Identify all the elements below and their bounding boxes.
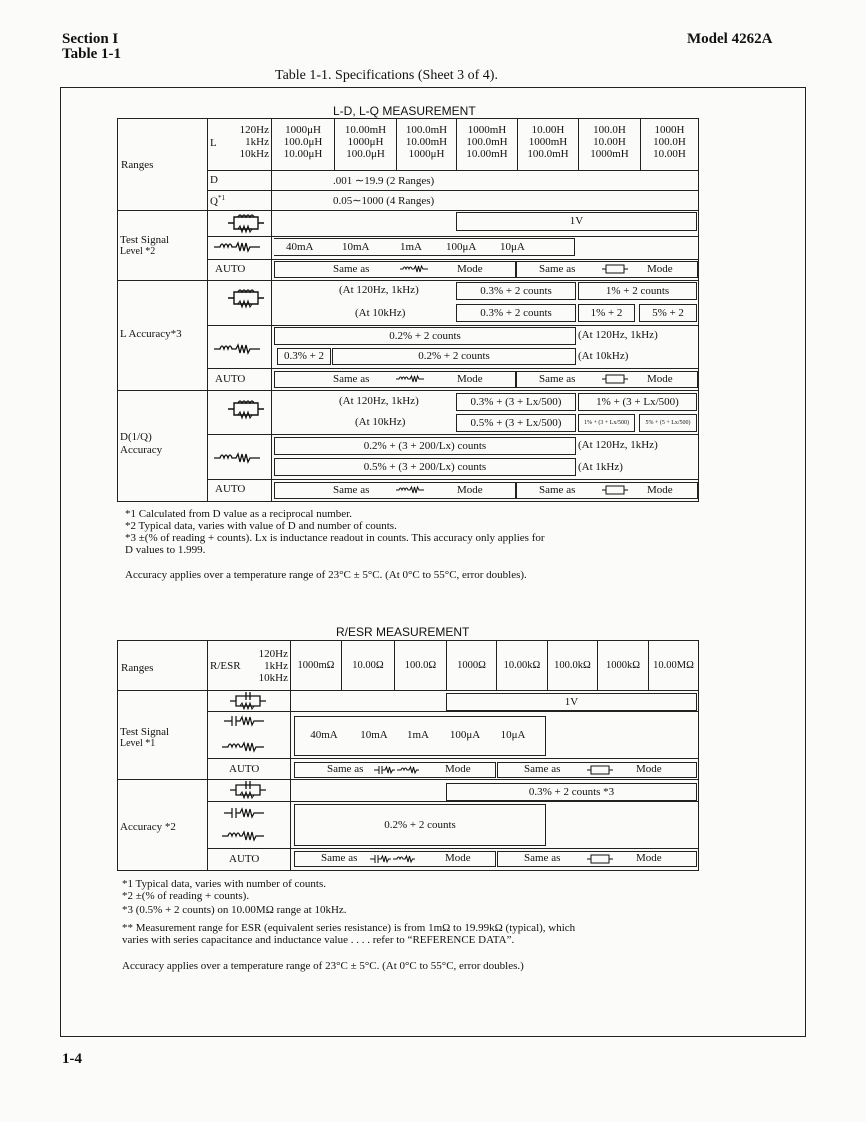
ld-range-cell: 100.0mH	[405, 124, 448, 136]
series-lr-icon	[212, 450, 264, 464]
r-signal-current-box	[294, 716, 546, 756]
r-range-cell: 1000Ω	[457, 660, 486, 671]
ld-range-cell: 10.00H	[653, 148, 686, 160]
ld-range-cell: 1000mH	[590, 148, 629, 160]
ld-range-cell: 100.0μH	[346, 148, 385, 160]
series-lr-icon	[220, 739, 266, 753]
parallel-lr-icon	[601, 372, 629, 386]
r-same-as-text: Same as	[327, 763, 364, 775]
page-number: 1-4	[62, 1051, 82, 1067]
ld-auto-2: AUTO	[215, 373, 246, 385]
parallel-lr-icon	[226, 398, 266, 420]
r-range-cell: 100.0Ω	[404, 660, 437, 671]
parallel-lr-icon	[601, 483, 629, 497]
dq-label-1: D(1/Q)	[120, 431, 152, 443]
r-test-signal-label: Test Signal	[120, 726, 170, 738]
dq-acc-e: 5% + (5 + Lx/500)	[639, 414, 697, 432]
ld-same-as-text: Same as	[539, 263, 576, 275]
ld-signal-current: 10μA	[500, 241, 525, 253]
r-note-5: varies with series capacitance and inductance value . . . . refer to “REFERENCE DATA”.	[122, 934, 515, 946]
l-acc-1-2: 1% + 2 counts	[578, 282, 697, 300]
ld-range-cell: 10.00H	[531, 124, 565, 136]
ld-l-letter: L	[210, 137, 217, 149]
ld-auto-same-as-right	[516, 261, 698, 278]
r-signal-current: 1mA	[407, 729, 429, 741]
parallel-rc-icon	[228, 692, 268, 710]
ld-signal-current-box	[274, 238, 575, 256]
ld-note-4: D values to 1.999.	[125, 544, 206, 556]
r-esr-label: R/ESR	[210, 660, 241, 672]
ld-note-1: *1 Calculated from D value as a reciprocal number.	[125, 508, 352, 520]
l-acc-1-2s: 1% + 2	[578, 304, 635, 322]
dq-at-1k: (At 1kHz)	[578, 461, 623, 473]
ld-range-cell: 1000μH	[347, 136, 384, 148]
dq-at-120-1k-hdr: (At 120Hz, 1kHz)	[339, 395, 419, 407]
l-acc-02-2-10k: 0.2% + 2 counts	[332, 348, 576, 365]
l-acc-at-120-1k: (At 120Hz, 1kHz)	[578, 329, 658, 341]
ld-same-as-text: Same as	[333, 263, 370, 275]
series-lr-icon	[220, 828, 266, 842]
ld-freq-10k: 10kHz	[239, 148, 269, 160]
ld-range-cell: 1000H	[654, 124, 685, 136]
ld-q-label	[210, 194, 225, 208]
r-auto-same-as-right	[497, 762, 697, 778]
ld-mode-text: Mode	[457, 373, 483, 385]
l-acc-at-120-1k-hdr: (At 120Hz, 1kHz)	[339, 284, 419, 296]
ld-range-cell: 100.0μH	[283, 136, 323, 148]
ld-range-cell: 100.0H	[593, 124, 626, 136]
r-auto-same-as-left	[294, 762, 496, 778]
series-rc-lr-icon	[373, 764, 437, 776]
model-label: Model 4262A	[687, 31, 773, 47]
r-freq-1k: 1kHz	[264, 660, 288, 672]
r-temp-note: Accuracy applies over a temperature range of 23°C ± 5°C. (At 0°C to 55°C, error doubles.)	[122, 960, 524, 972]
l-auto-same-as-right	[516, 371, 698, 388]
ld-auto-1: AUTO	[215, 263, 246, 275]
l-acc-at-10k: (At 10kHz)	[578, 350, 629, 362]
series-lr-icon	[212, 341, 264, 355]
ld-auto-same-as-left	[274, 261, 516, 278]
ld-same-as-text: Same as	[333, 484, 370, 496]
dq-acc-g: 0.5% + (3 + 200/Lx) counts	[274, 458, 576, 476]
l-acc-at-10k-hdr: (At 10kHz)	[355, 307, 406, 319]
section-label: Section I	[62, 31, 119, 47]
ld-range-cell: 1000mH	[528, 136, 568, 148]
ld-signal-1v: 1V	[456, 212, 697, 231]
ld-d-label: D	[210, 174, 218, 186]
table-ref: Table 1-1	[62, 46, 122, 62]
r-acc-03: 0.3% + 2 counts *3	[446, 783, 697, 801]
ld-q-range: 0.05∼1000 (4 Ranges)	[333, 195, 435, 207]
ld-mode-text: Mode	[457, 263, 483, 275]
parallel-lr-icon	[226, 212, 266, 234]
ld-temp-note: Accuracy applies over a temperature range of 23°C ± 5°C. (At 0°C to 55°C, error doubles).	[125, 569, 527, 581]
r-signal-current: 40mA	[310, 729, 338, 741]
series-rc-icon	[222, 806, 266, 820]
r-ranges-label: Ranges	[121, 662, 154, 674]
ld-test-signal-label: Test Signal	[120, 234, 170, 246]
dq-label-2: Accuracy	[120, 444, 163, 456]
ld-range-cell: 100.0mH	[527, 148, 569, 160]
ld-range-cell: 1000μH	[285, 124, 321, 136]
ld-signal-current: 1mA	[400, 241, 422, 253]
r-section-title: R/ESR MEASUREMENT	[336, 625, 470, 639]
r-note-3: *3 (0.5% + 2 counts) on 10.00MΩ range at 10kHz.	[122, 904, 347, 916]
ld-signal-current: 100μA	[446, 241, 477, 253]
l-acc-03-2s-10k: 0.3% + 2	[277, 348, 331, 365]
ld-ranges-label: Ranges	[121, 159, 154, 171]
l-acc-03-2-10k: 0.3% + 2 counts	[456, 304, 576, 322]
ld-range-cell: 10.00μH	[283, 148, 323, 160]
parallel-lr-icon	[226, 287, 266, 309]
dq-auto-same-as-right	[516, 482, 698, 499]
r-note-4: ** Measurement range for ESR (equivalent series resistance) is from 1mΩ to 19.99kΩ (typical), which	[122, 922, 576, 934]
ld-freq-1k: 1kHz	[245, 136, 269, 148]
series-lr-icon	[212, 239, 264, 253]
series-rc-icon	[222, 714, 266, 728]
ld-mode-text: Mode	[647, 484, 673, 496]
r-mode-text: Mode	[636, 763, 662, 775]
ld-signal-current: 40mA	[286, 241, 314, 253]
r-mode-text: Mode	[445, 763, 471, 775]
ld-mode-text: Mode	[647, 263, 673, 275]
ld-range-cell: 10.00H	[593, 136, 626, 148]
ld-q-note: *1	[217, 194, 225, 202]
dq-at-10k-hdr: (At 10kHz)	[355, 416, 406, 428]
parallel-lr-icon	[601, 262, 629, 276]
r-signal-1v: 1V	[446, 693, 697, 711]
dq-acc-f: 0.2% + (3 + 200/Lx) counts	[274, 437, 576, 455]
ld-range-cell: 100.0mH	[466, 136, 508, 148]
ld-same-as-text: Same as	[333, 373, 370, 385]
r-range-cell: 10.00kΩ	[503, 660, 541, 671]
r-range-cell: 1000mΩ	[297, 660, 335, 671]
r-same-as-text: Same as	[321, 852, 358, 864]
r-note-1: *1 Typical data, varies with number of counts.	[122, 878, 327, 890]
dq-acc-a: 0.3% + (3 + Lx/500)	[456, 393, 576, 411]
r-signal-current: 10mA	[360, 729, 388, 741]
ld-level-label: Level *2	[120, 246, 156, 257]
ld-range-cell: 10.00mH	[466, 148, 508, 160]
r-range-cell: 100.0kΩ	[554, 660, 591, 671]
dq-acc-d: 1% + (3 + Lx/500)	[578, 414, 635, 432]
dq-auto-same-as-left	[274, 482, 516, 499]
r-acc-02: 0.2% + 2 counts	[294, 804, 546, 846]
parallel-rc-icon	[586, 763, 614, 777]
r-mode-text: Mode	[445, 852, 471, 864]
r-note-2: *2 ±(% of reading + counts).	[122, 890, 250, 902]
ld-section-title: L-D, L-Q MEASUREMENT	[333, 104, 476, 118]
r-signal-current: 100μA	[449, 729, 481, 741]
ld-same-as-text: Same as	[539, 373, 576, 385]
ld-q-letter: Q	[210, 195, 218, 208]
parallel-rc-icon	[586, 852, 614, 866]
r-freq-10k: 10kHz	[258, 672, 288, 684]
ld-note-3: *3 ±(% of reading + counts). Lx is inductance readout in counts. This accuracy only applies for	[125, 532, 545, 544]
r-range-cell: 10.00Ω	[352, 660, 384, 671]
r-level-label: Level *1	[120, 738, 156, 749]
table-caption: Table 1-1. Specifications (Sheet 3 of 4).	[275, 68, 498, 83]
ld-same-as-text: Same as	[539, 484, 576, 496]
ld-mode-text: Mode	[457, 484, 483, 496]
series-lr-icon	[399, 264, 429, 274]
r-mode-text: Mode	[636, 852, 662, 864]
ld-mode-text: Mode	[647, 373, 673, 385]
ld-range-cell: 100.0H	[653, 136, 686, 148]
r-accuracy-label: Accuracy *2	[120, 821, 176, 833]
dq-acc-b: 1% + (3 + Lx/500)	[578, 393, 697, 411]
series-lr-icon	[395, 374, 425, 384]
ld-range-cell: 10.00mH	[405, 136, 448, 148]
r-auto-2: AUTO	[229, 853, 260, 865]
ld-range-cell: 10.00mH	[344, 124, 387, 136]
r-range-cell: 1000kΩ	[605, 660, 641, 671]
ld-d-range: .001 ∼19.9 (2 Ranges)	[333, 175, 435, 187]
l-acc-03-2: 0.3% + 2 counts	[456, 282, 576, 300]
r-auto2-same-as-left	[294, 851, 496, 867]
r-auto2-same-as-right	[497, 851, 697, 867]
r-auto-1: AUTO	[229, 763, 260, 775]
series-rc-lr-icon	[369, 853, 433, 865]
l-acc-02-2: 0.2% + 2 counts	[274, 327, 576, 345]
l-auto-same-as-left	[274, 371, 516, 388]
r-same-as-text: Same as	[524, 852, 561, 864]
l-accuracy-label: L Accuracy*3	[120, 328, 182, 340]
ld-range-cell: 1000μH	[408, 148, 445, 160]
r-range-cell: 10.00MΩ	[653, 660, 694, 671]
ld-range-cell: 1000mH	[467, 124, 507, 136]
l-acc-5-2s: 5% + 2	[639, 304, 697, 322]
r-same-as-text: Same as	[524, 763, 561, 775]
r-signal-current: 10μA	[500, 729, 526, 741]
dq-acc-c: 0.5% + (3 + Lx/500)	[456, 414, 576, 432]
ld-auto-3: AUTO	[215, 483, 246, 495]
series-lr-icon	[395, 485, 425, 495]
parallel-rc-icon	[228, 781, 268, 799]
r-freq-120: 120Hz	[258, 648, 288, 660]
ld-note-2: *2 Typical data, varies with value of D and number of counts.	[125, 520, 397, 532]
ld-freq-120: 120Hz	[239, 124, 269, 136]
dq-at-120-1k: (At 120Hz, 1kHz)	[578, 439, 658, 451]
ld-signal-current: 10mA	[342, 241, 370, 253]
